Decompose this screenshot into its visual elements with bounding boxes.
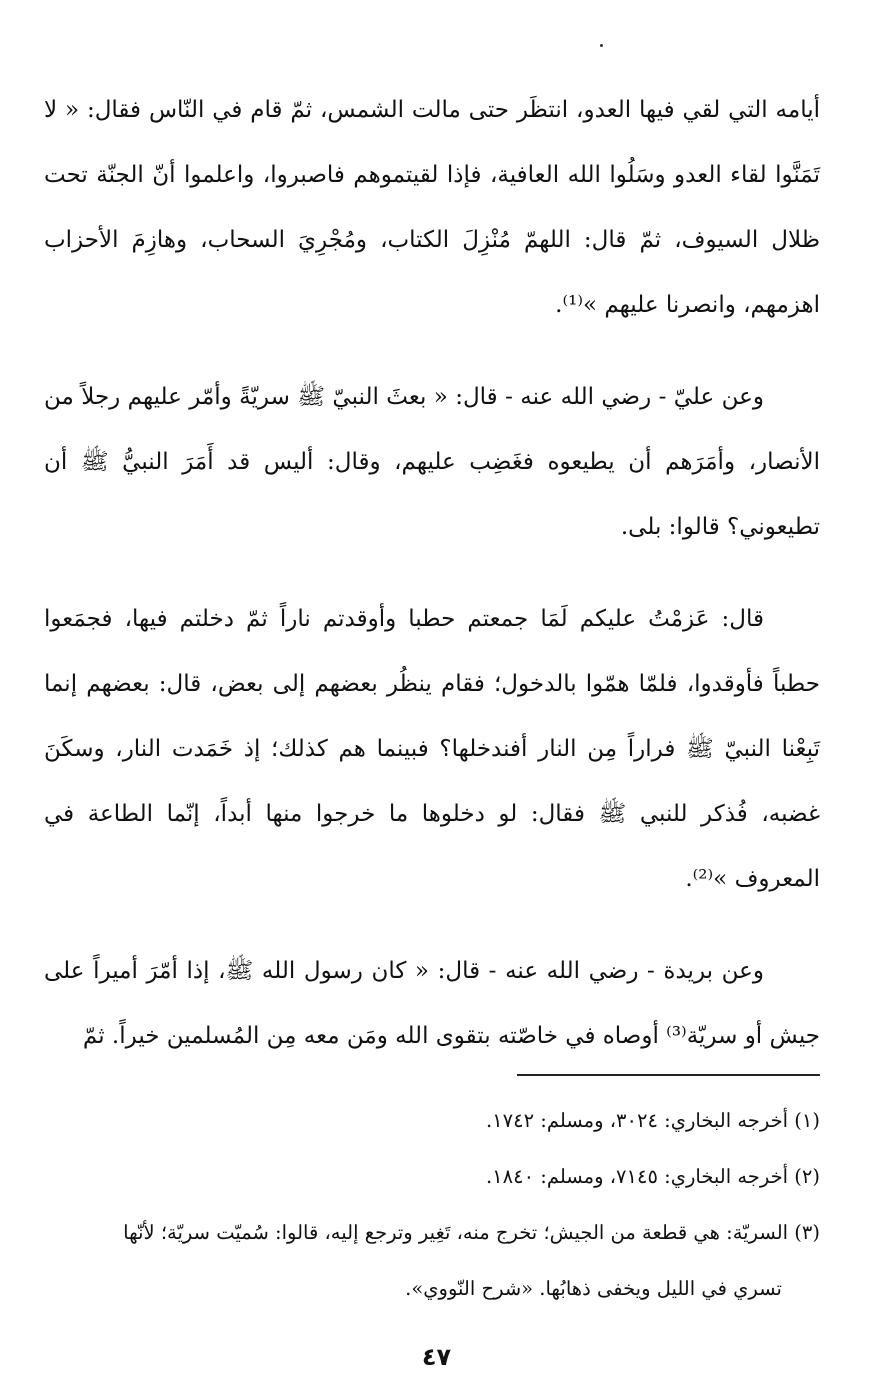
footnote-3: (٣) السريّة: هي قطعة من الجيش؛ تخرج منه، تَغِير وترجع إليه، قالوا: سُميّت سريّة؛ لأنّها <box>123 1221 820 1244</box>
paragraph-3: قال: عَزمْتُ عليكم لَمَا جمعتم حطبا وأوقدتم ناراً ثمّ دخلتم فيها، فجمَعوا حطباً فأوقدوا، فلمّا همّوا بالدخول؛ فقام ينظُر بعضهم إلى بعض، قال: بعضهم إنما تَبِعْنا النبيّ ﷺ فراراً مِن النار أفندخلها؟ فبينما هم كذلك؛ إذ خَمَدت النار، وسكَنَ غضبه، فُذكر للنبي ﷺ فقال: لو دخلوها ما خرجوا منها أبداً، إنّما الطاعة في المعروف »⁽²⁾. <box>44 606 820 892</box>
main-text <box>44 78 820 1096</box>
page-number: ٤٧ <box>421 1343 452 1371</box>
footnote-3-continued: تسري في الليل ويخفى ذهابُها. «شرح النّووي». <box>405 1277 782 1300</box>
page-mark <box>600 44 603 47</box>
footnote-divider <box>517 1074 820 1076</box>
paragraph-2: وعن عليّ - رضي الله عنه - قال: « بعثَ النبيّ ﷺ سريّةً وأمّر عليهم رجلاً من الأنصار، وأمَرَهم أن يطيعوه فغَضِب عليهم، وقال: أليس قد أَمَرَ النبيُّ ﷺ أن تطيعوني؟ قالوا: بلى. <box>44 384 820 540</box>
footnotes <box>44 1093 820 1317</box>
paragraph-1: أيامه التي لقي فيها العدو، انتظَر حتى مالت الشمس، ثمّ قام في النّاس فقال: « لا تَمَنَّوا لقاء العدو وسَلُوا الله العافية، فإذا لقيتموهم فاصبروا، واعلموا أنّ الجنّة تحت ظلال السيوف، ثمّ قال: اللهمّ مُنْزِلَ الكتاب، ومُجْرِيَ السحاب، وهازِمَ الأحزاب اهزمهم، وانصرنا عليهم »⁽¹⁾. <box>44 97 820 318</box>
paragraph-4: وعن بريدة - رضي الله عنه - قال: « كان رسول الله ﷺ، إذا أمّرَ أميراً على جيش أو سريّة⁽³⁾ أوصاه في خاصّته بتقوى الله ومَن معه مِن المُسلمين خيراً. ثمّ <box>44 958 820 1049</box>
footnote-1: (١) أخرجه البخاري: ٣٠٢٤، ومسلم: ١٧٤٢. <box>485 1109 820 1132</box>
footnote-2: (٢) أخرجه البخاري: ٧١٤٥، ومسلم: ١٨٤٠. <box>485 1165 820 1188</box>
